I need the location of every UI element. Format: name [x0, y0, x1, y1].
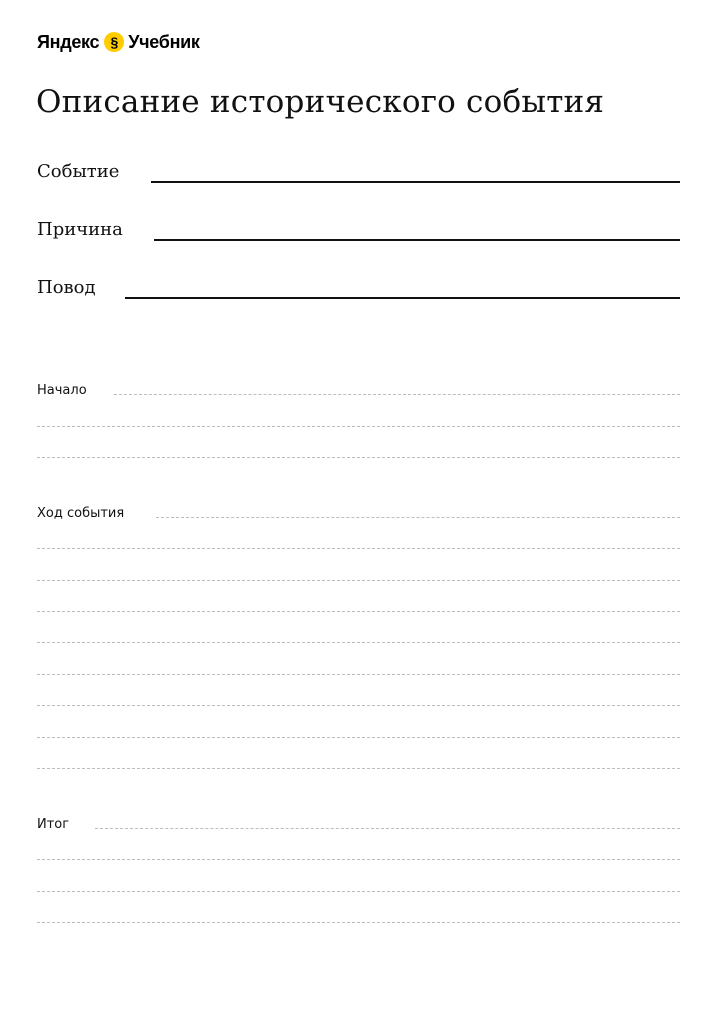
section-result-line[interactable] [37, 891, 680, 892]
section-start-label: Начало [37, 383, 87, 398]
section-course-line[interactable] [37, 548, 680, 549]
section-course-line[interactable] [156, 517, 680, 518]
field-cause [37, 218, 680, 248]
section-course-line[interactable] [37, 580, 680, 581]
section-result-line[interactable] [95, 828, 680, 829]
section-result-line[interactable] [37, 922, 680, 923]
section-course-line[interactable] [37, 768, 680, 769]
logo-text-yandex: Яндекс [37, 31, 100, 52]
section-course-line[interactable] [37, 611, 680, 612]
field-event-line[interactable] [151, 181, 680, 183]
logo-badge-icon: § [104, 32, 124, 52]
yandex-uchebnik-logo [37, 30, 200, 54]
section-course-line[interactable] [37, 642, 680, 643]
field-event [37, 160, 680, 190]
section-course-label: Ход события [37, 506, 125, 521]
page-title: Описание исторического события [36, 84, 605, 120]
section-course-line[interactable] [37, 674, 680, 675]
field-cause-label: Причина [37, 219, 123, 240]
section-start-line[interactable] [37, 426, 680, 427]
field-pretext [37, 276, 680, 306]
section-result-label: Итог [37, 817, 70, 832]
section-course-line[interactable] [37, 737, 680, 738]
section-start-line[interactable] [114, 394, 680, 395]
section-start-line[interactable] [37, 457, 680, 458]
section-result-line[interactable] [37, 859, 680, 860]
field-event-label: Событие [37, 161, 120, 182]
field-cause-line[interactable] [154, 239, 680, 241]
field-pretext-label: Повод [37, 277, 96, 298]
logo-text-uchebnik: Учебник [128, 31, 200, 52]
section-course-line[interactable] [37, 705, 680, 706]
field-pretext-line[interactable] [125, 297, 680, 299]
